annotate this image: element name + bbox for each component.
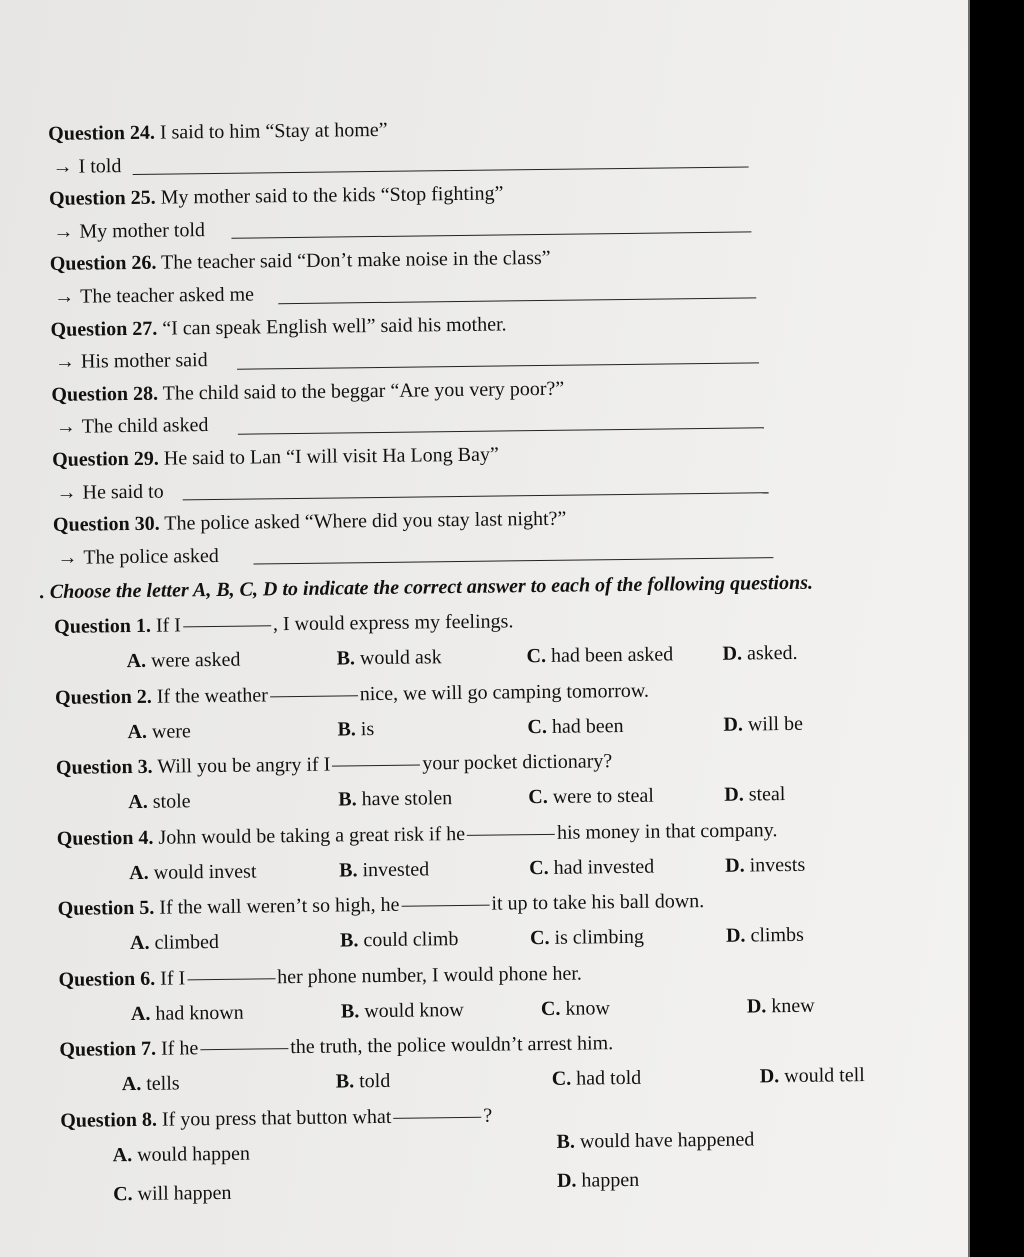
option-d[interactable]: D. would tell	[759, 1064, 865, 1088]
arrow-icon: →	[53, 220, 74, 243]
option-b[interactable]: B. have stolen	[338, 787, 453, 811]
option-b[interactable]: B. is	[337, 717, 375, 741]
option-b[interactable]: B. invested	[339, 858, 430, 882]
question-number: Question 2.	[54, 685, 152, 709]
question-number: Question 7.	[59, 1038, 157, 1062]
fill-blank[interactable]	[187, 978, 275, 980]
option-b[interactable]: B. would have happened	[556, 1128, 755, 1153]
arrow-icon: →	[54, 350, 76, 374]
option-c[interactable]: C. had been asked	[526, 643, 674, 668]
option-c[interactable]: C. is climbing	[529, 926, 645, 950]
option-b[interactable]: B. would ask	[336, 646, 442, 670]
option-a[interactable]: A. would happen	[112, 1142, 251, 1167]
question-number: Question 29.	[52, 447, 159, 471]
worksheet-content	[39, 107, 931, 1209]
option-c[interactable]: C. know	[540, 997, 610, 1020]
question-number: Question 25.	[48, 186, 156, 211]
answer-prompt: The police asked	[83, 544, 219, 569]
option-a[interactable]: A. tells	[121, 1072, 180, 1096]
question-text: My mother said to the kids “Stop fighting”	[160, 182, 504, 209]
question-stem-end: it up to take his ball down.	[491, 890, 705, 915]
mc-section	[54, 600, 931, 1210]
option-a[interactable]: A. were asked	[126, 649, 241, 673]
option-d[interactable]: D. steal	[724, 783, 786, 807]
arrow-icon: →	[55, 416, 76, 439]
fill-blank[interactable]	[332, 765, 420, 767]
question-number: Question 28.	[51, 382, 159, 406]
option-a[interactable]: A. had known	[130, 1001, 244, 1025]
question-stem-start: If I	[160, 967, 186, 990]
answer-prompt: The child asked	[81, 414, 209, 438]
question-stem-end: the truth, the police wouldn’t arrest him.	[290, 1032, 614, 1059]
option-b[interactable]: B. could climb	[339, 928, 459, 952]
question-number: Question 27.	[50, 317, 158, 341]
question-stem-start: If the wall weren’t so high, he	[159, 894, 400, 920]
option-a[interactable]: A. stole	[128, 790, 191, 814]
option-c[interactable]: C. had been	[527, 714, 624, 738]
question-number: Question 6.	[58, 967, 156, 991]
arrow-icon: →	[57, 546, 78, 569]
answer-line[interactable]	[238, 427, 764, 434]
question-number: Question 8.	[60, 1108, 158, 1132]
option-c[interactable]: C. had told	[551, 1067, 642, 1091]
option-a[interactable]: A. were	[127, 720, 191, 743]
option-d[interactable]: D. invests	[725, 853, 806, 877]
question-stem-end: , I would express my feelings.	[272, 610, 514, 636]
paper-edge	[968, 0, 970, 1257]
question-stem-start: If the weather	[156, 684, 268, 708]
question-stem-start: If I	[155, 614, 182, 638]
option-c[interactable]: C. had invested	[529, 855, 655, 879]
answer-line[interactable]	[183, 492, 769, 500]
question-number: Question 26.	[49, 252, 157, 276]
question-stem-end: your pocket dictionary?	[422, 750, 613, 775]
question-stem-end: ?	[483, 1104, 493, 1127]
question-text: The teacher said “Don’t make noise in the class”	[160, 247, 551, 275]
answer-prompt: My mother told	[79, 218, 206, 243]
question-number: Question 1.	[54, 615, 152, 639]
question-number: Question 30.	[52, 512, 160, 537]
option-b[interactable]: B. would know	[340, 998, 464, 1023]
option-c[interactable]: C. will happen	[113, 1182, 232, 1206]
fill-blank[interactable]	[200, 1048, 288, 1050]
option-b[interactable]: B. told	[335, 1070, 391, 1093]
question-stem-start: If you press that button what	[161, 1105, 392, 1131]
fill-blank[interactable]	[270, 695, 358, 697]
answer-prompt: He said to	[82, 480, 164, 504]
fill-blank[interactable]	[393, 1117, 481, 1119]
answer-line[interactable]	[253, 557, 773, 564]
arrow-icon: →	[52, 155, 73, 178]
question-stem-end: his money in that company.	[556, 818, 778, 844]
question-text: He said to Lan “I will visit Ha Long Bay”	[163, 443, 499, 470]
fill-blank[interactable]	[467, 834, 555, 836]
answer-line[interactable]	[231, 232, 751, 239]
question-number: Question 3.	[55, 756, 153, 780]
question-number: Question 24.	[48, 121, 156, 145]
option-d[interactable]: D. will be	[723, 712, 804, 736]
question-stem-end: her phone number, I would phone her.	[277, 962, 582, 989]
transform-section	[48, 107, 924, 574]
fill-blank[interactable]	[401, 905, 489, 907]
question-text: “I can speak English well” said his mother.	[162, 312, 507, 340]
question-stem-start: Will you be angry if I	[157, 753, 331, 779]
fill-blank[interactable]	[183, 626, 271, 628]
question-text: The child said to the beggar “Are you very poor?”	[162, 377, 565, 405]
question-number: Question 4.	[56, 826, 154, 850]
answer-line[interactable]	[237, 362, 759, 369]
question-text: I said to him “Stay at home”	[159, 118, 388, 144]
answer-prompt: The teacher asked me	[80, 283, 255, 308]
question-text: The police asked “Where did you stay last night?”	[164, 507, 567, 535]
answer-line[interactable]	[278, 297, 756, 304]
arrow-icon: →	[56, 481, 77, 504]
option-d[interactable]: D. asked.	[722, 642, 798, 666]
option-c[interactable]: C. were to steal	[528, 784, 654, 809]
question-stem-start: If he	[160, 1037, 199, 1060]
option-a[interactable]: A. climbed	[129, 931, 220, 955]
arrow-icon: →	[54, 285, 75, 308]
answer-line[interactable]	[133, 167, 749, 176]
option-d[interactable]: D. happen	[556, 1169, 640, 1193]
mc-instruction: . Choose the letter A, B, C, D to indicate the correct answer to each of the following questions.	[39, 572, 814, 604]
option-d[interactable]: D. climbs	[725, 924, 804, 948]
option-d[interactable]: D. knew	[746, 994, 815, 1018]
question-number: Question 5.	[57, 897, 155, 921]
answer-prompt: His mother said	[80, 349, 208, 373]
question-stem-start: John would be taking a great risk if he	[158, 822, 466, 849]
option-a[interactable]: A. would invest	[129, 860, 257, 884]
answer-prompt: I told	[78, 154, 122, 178]
question-stem-end: nice, we will go camping tomorrow.	[359, 679, 650, 706]
